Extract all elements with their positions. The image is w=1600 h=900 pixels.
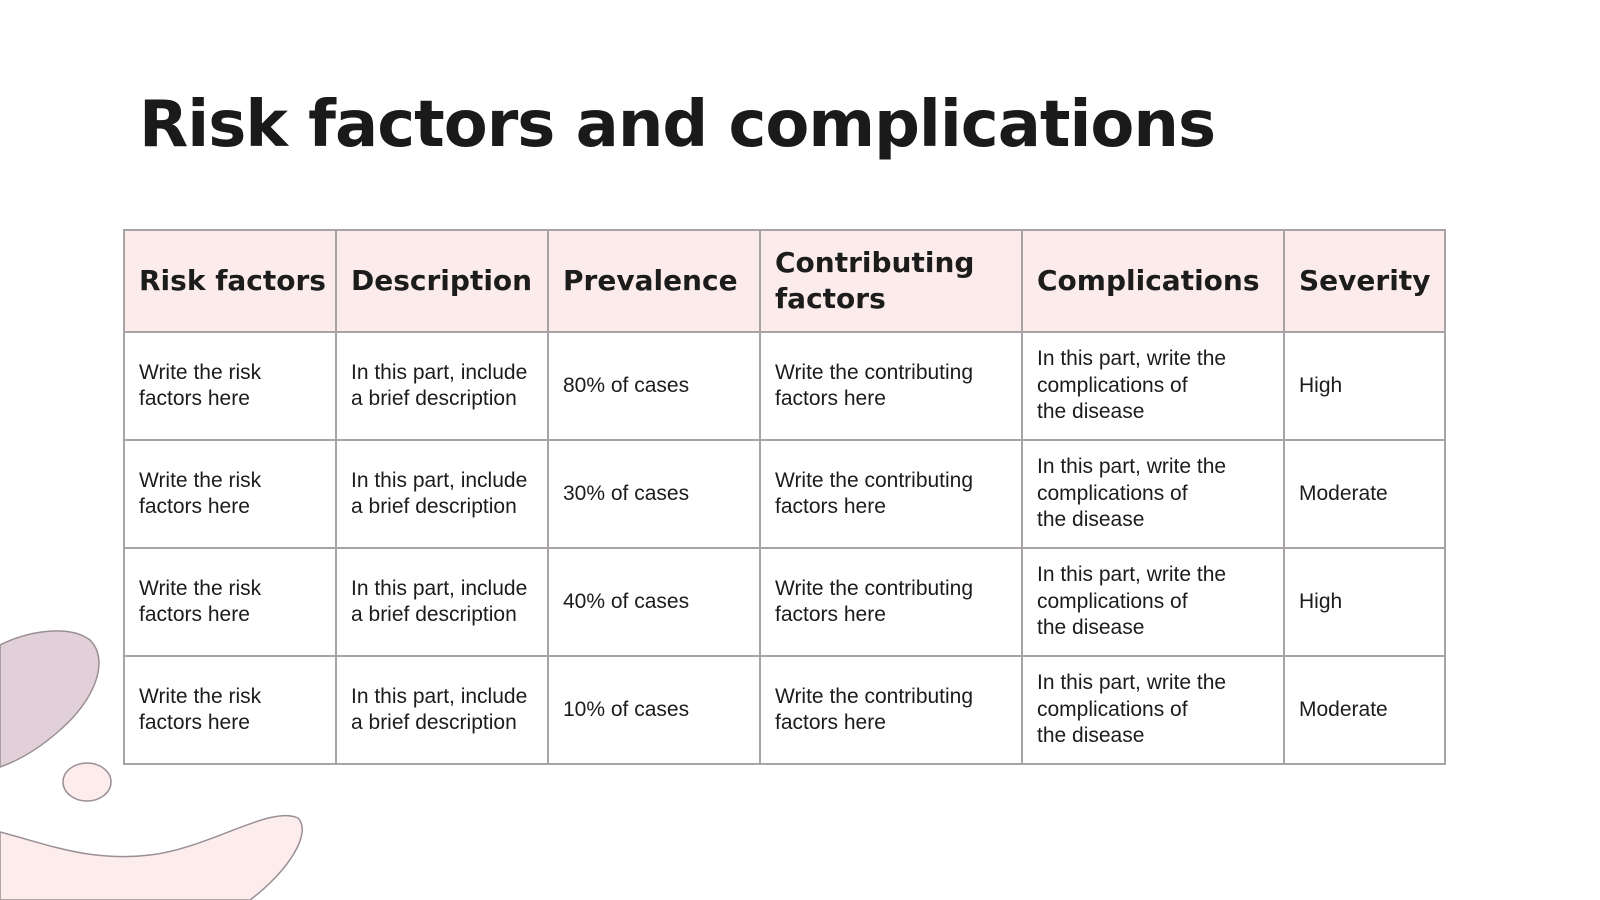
prevalence-cell: 30% of cases [548, 440, 760, 548]
prevalence-cell: 10% of cases [548, 656, 760, 764]
table-row [124, 440, 1445, 548]
table-row [124, 656, 1445, 764]
description-cell: In this part, include a brief description [336, 548, 548, 656]
description-cell: In this part, include a brief description [336, 332, 548, 440]
contributing-factors-cell: Write the contributing factors here [760, 440, 1022, 548]
contributing-factors-cell: Write the contributing factors here [760, 656, 1022, 764]
description-cell: In this part, include a brief description [336, 656, 548, 764]
complications-cell: In this part, write the complications of the disease [1022, 440, 1284, 548]
risk-table [123, 229, 1446, 765]
table-row [124, 332, 1445, 440]
blob-shape [0, 631, 99, 767]
risk-factor-cell: Write the risk factors here [124, 548, 336, 656]
description-cell: In this part, include a brief description [336, 440, 548, 548]
circle-shape [63, 763, 111, 801]
severity-cell: Moderate [1284, 440, 1445, 548]
severity-cell: High [1284, 332, 1445, 440]
severity-cell: High [1284, 548, 1445, 656]
risk-factor-cell: Write the risk factors here [124, 656, 336, 764]
table-header-row [124, 230, 1445, 332]
header-risk-factors: Risk factors [124, 230, 336, 332]
complications-cell: In this part, write the complications of the disease [1022, 332, 1284, 440]
risk-factor-cell: Write the risk factors here [124, 332, 336, 440]
risk-factor-cell: Write the risk factors here [124, 440, 336, 548]
header-complications: Complications [1022, 230, 1284, 332]
header-contributing-factors: Contributing factors [760, 230, 1022, 332]
contributing-factors-cell: Write the contributing factors here [760, 332, 1022, 440]
prevalence-cell: 80% of cases [548, 332, 760, 440]
prevalence-cell: 40% of cases [548, 548, 760, 656]
header-severity: Severity [1284, 230, 1445, 332]
complications-cell: In this part, write the complications of the disease [1022, 548, 1284, 656]
complications-cell: In this part, write the complications of the disease [1022, 656, 1284, 764]
severity-cell: Moderate [1284, 656, 1445, 764]
header-description: Description [336, 230, 548, 332]
contributing-factors-cell: Write the contributing factors here [760, 548, 1022, 656]
wave-shape [0, 816, 302, 900]
slide-title: Risk factors and complications [139, 88, 1216, 162]
header-prevalence: Prevalence [548, 230, 760, 332]
table-row [124, 548, 1445, 656]
